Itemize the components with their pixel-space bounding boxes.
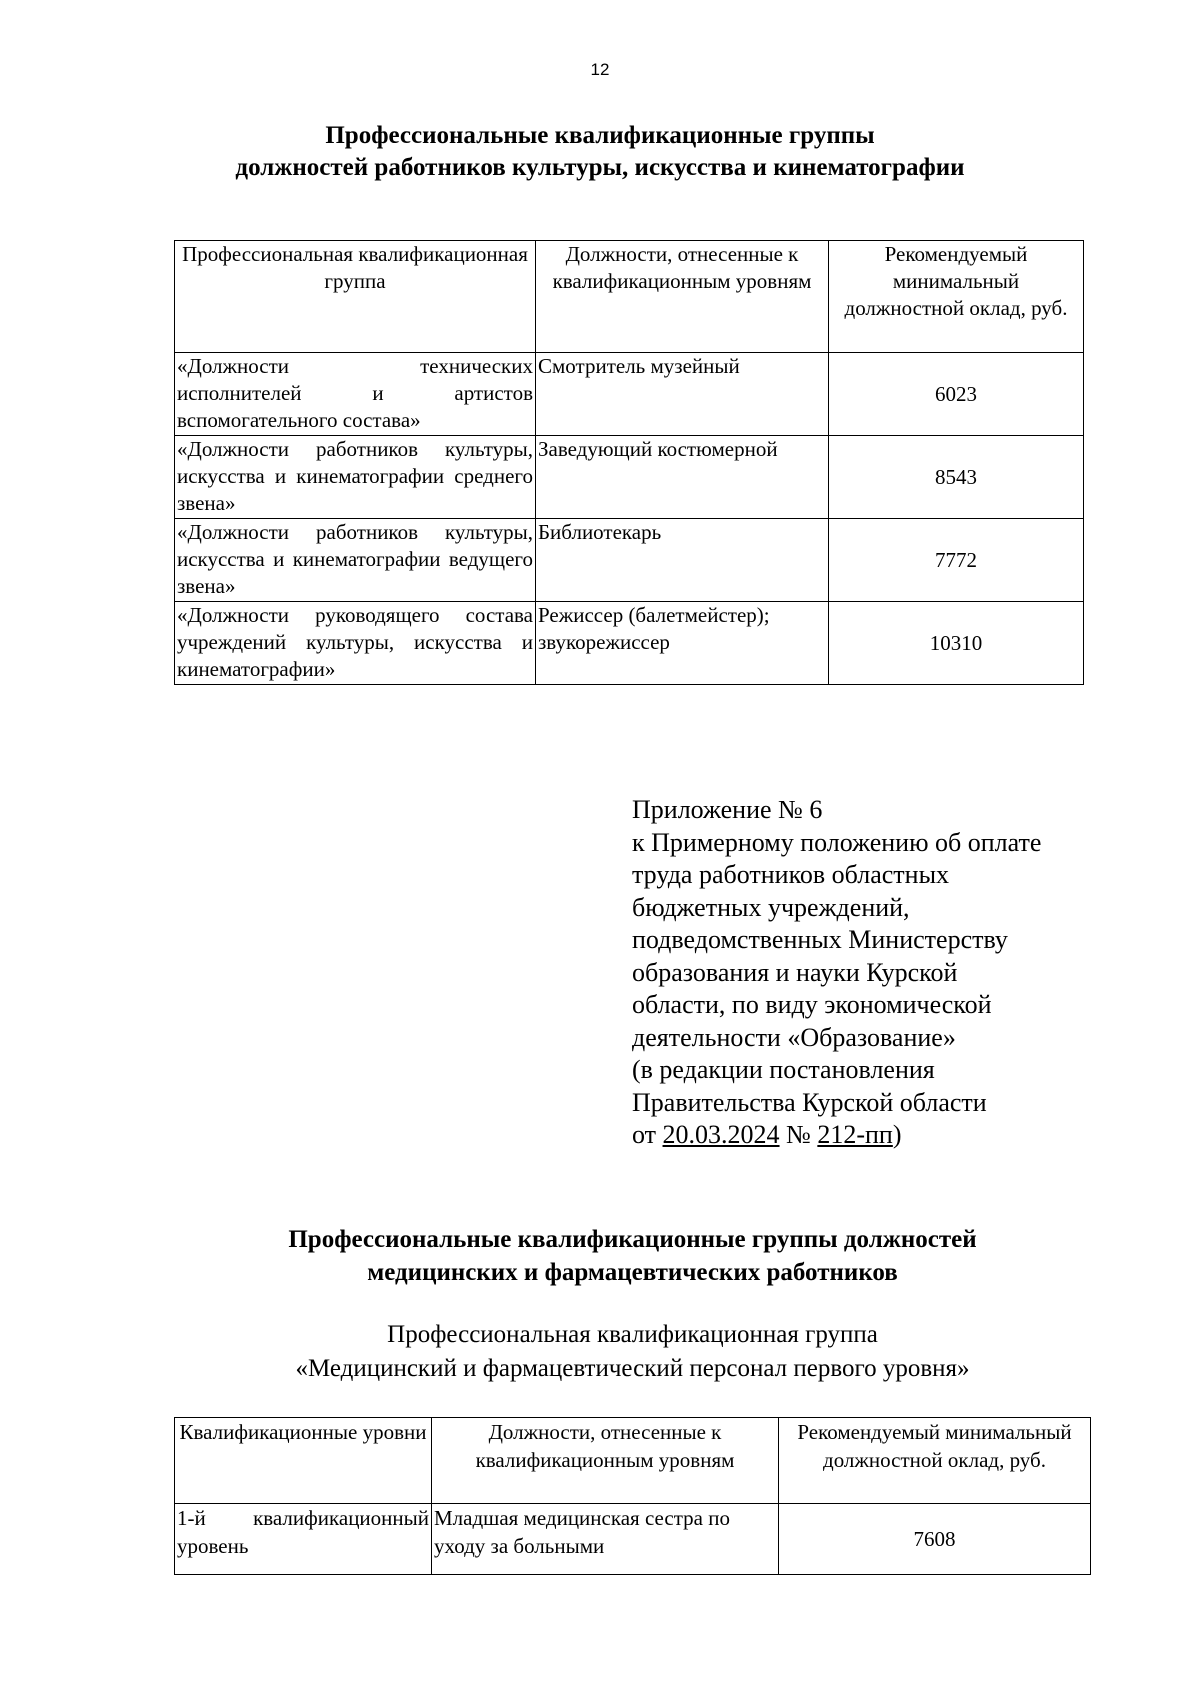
section1-title	[0, 120, 1200, 184]
page-number: 12	[590, 60, 610, 79]
section2-subtitle	[0, 1318, 1200, 1386]
appendix-line: Правительства Курской области	[632, 1087, 987, 1117]
group-cell: «Должности технических исполнителей и артистов вспомогательного состава»	[175, 353, 536, 436]
table-row	[175, 353, 1084, 436]
table-header-row	[175, 1418, 1091, 1504]
decree-suffix: )	[892, 1120, 902, 1149]
salary-cell: 10310	[829, 602, 1084, 685]
table-row	[175, 436, 1084, 519]
table-header-row	[175, 241, 1084, 353]
decree-number: 212-пп	[817, 1120, 893, 1149]
appendix-line: области, по виду экономической	[632, 990, 992, 1019]
decree-number-sign: №	[779, 1120, 818, 1149]
salary-cell: 8543	[829, 436, 1084, 519]
appendix-line: труда работников областных	[632, 860, 950, 889]
appendix-line: Приложение № 6	[632, 795, 823, 824]
appendix-line: образования и науки Курской	[632, 957, 958, 987]
section1-title-line2: должностей работников культуры, искусства и кинематографии	[235, 154, 965, 181]
decree-prefix: от	[632, 1120, 663, 1149]
group-cell: «Должности работников культуры, искусства и кинематографии ведущего звена»	[175, 519, 536, 602]
appendix-decree-line	[632, 1119, 1092, 1152]
decree-date: 20.03.2024	[662, 1120, 780, 1149]
section2-subtitle-line2: «Медицинский и фармацевтический персонал первого уровня»	[295, 1355, 970, 1382]
salary-cell: 6023	[829, 353, 1084, 436]
appendix-line: (в редакции постановления	[632, 1055, 935, 1084]
header-positions: Должности, отнесенные к квалификационным уровням	[432, 1418, 779, 1504]
section2-title-line1: Профессиональные квалификационные группы должностей	[288, 1226, 977, 1253]
salary-cell: 7608	[779, 1504, 1091, 1575]
appendix-line: деятельности «Образование»	[632, 1022, 956, 1052]
appendix-block	[632, 794, 1092, 1152]
section1-title-line1: Профессиональные квалификационные группы	[325, 122, 875, 149]
medical-salary-table	[174, 1417, 1091, 1575]
positions-cell: Режиссер (балетмейстер); звукорежиссер	[536, 602, 829, 685]
group-cell: «Должности руководящего состава учреждений культуры, искусства и кинематографии»	[175, 602, 536, 685]
appendix-line: подведомственных Министерству	[632, 925, 1008, 954]
positions-cell: Библиотекарь	[536, 519, 829, 602]
group-cell: «Должности работников культуры, искусства и кинематографии среднего звена»	[175, 436, 536, 519]
appendix-line: к Примерному положению об оплате	[632, 827, 1042, 857]
section2-title-line2: медицинских и фармацевтических работников	[367, 1259, 898, 1286]
header-levels: Квалификационные уровни	[175, 1418, 432, 1504]
positions-cell: Младшая медицинская сестра по уходу за больными	[432, 1504, 779, 1575]
culture-salary-table	[174, 240, 1084, 685]
header-salary: Рекомендуемый минимальный должностной оклад, руб.	[779, 1418, 1091, 1504]
header-positions: Должности, отнесенные к квалификационным уровням	[536, 241, 829, 353]
positions-cell: Смотритель музейный	[536, 353, 829, 436]
appendix-line: бюджетных учреждений,	[632, 892, 910, 922]
header-salary: Рекомендуемый минимальный должностной оклад, руб.	[829, 241, 1084, 353]
header-group: Профессиональная квалификационная группа	[175, 241, 536, 353]
positions-cell: Заведующий костюмерной	[536, 436, 829, 519]
level-cell: 1-й квалификационный уровень	[175, 1504, 432, 1575]
salary-cell: 7772	[829, 519, 1084, 602]
table-row	[175, 1504, 1091, 1575]
section2-title	[0, 1223, 1200, 1289]
table-row	[175, 519, 1084, 602]
section2-subtitle-line1: Профессиональная квалификационная группа	[387, 1321, 878, 1348]
table-row	[175, 602, 1084, 685]
